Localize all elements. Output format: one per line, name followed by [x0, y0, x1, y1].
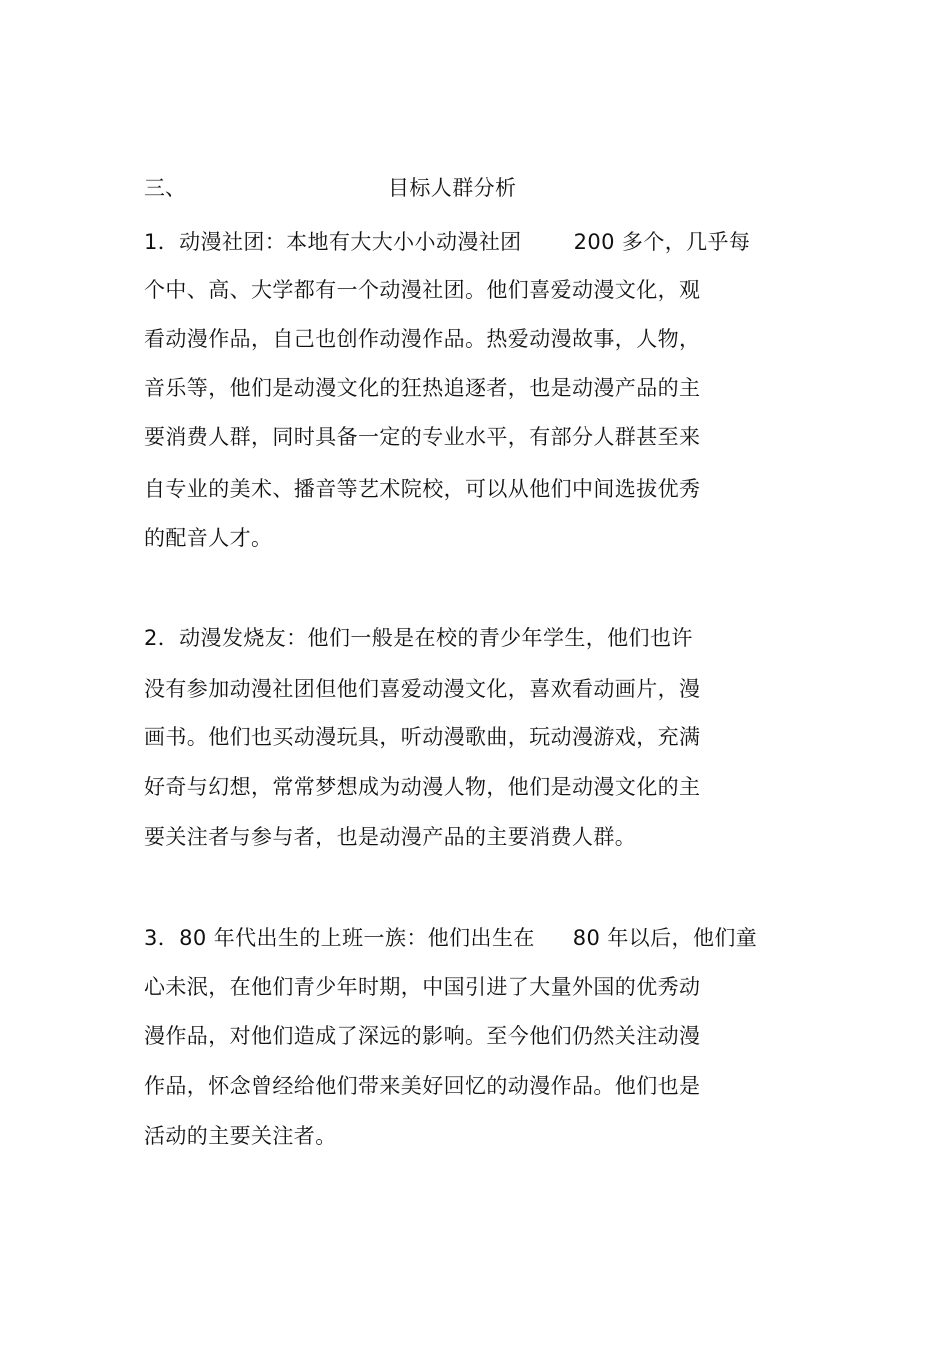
paragraph-2-line-4: 好奇与幻想，常常梦想成为动漫人物，他们是动漫文化的主: [144, 775, 701, 799]
paragraph-1-line-5: 要消费人群，同时具备一定的专业水平，有部分人群甚至来: [144, 425, 701, 449]
paragraph-3-line-3: 漫作品，对他们造成了深远的影响。至今他们仍然关注动漫: [144, 1024, 701, 1048]
paragraph-1-line-1-text: 1．动漫社团：本地有大大小小动漫社团: [144, 230, 522, 254]
paragraph-3-line-5: 活动的主要关注者。: [144, 1124, 337, 1148]
section-title: 目标人群分析: [388, 176, 517, 200]
paragraph-2-line-5: 要关注者与参与者，也是动漫产品的主要消费人群。: [144, 825, 637, 849]
paragraph-1-line-1: [144, 227, 750, 257]
paragraph-1-line-1-tail: 200 多个，几乎每: [573, 230, 751, 254]
paragraph-2-line-3: 画书。他们也买动漫玩具，听动漫歌曲，玩动漫游戏，充满: [144, 725, 701, 749]
paragraph-2-line-1: 2．动漫发烧友：他们一般是在校的青少年学生，他们也许: [144, 626, 693, 650]
paragraph-1-line-6: 自专业的美术、播音等艺术院校，可以从他们中间选拔优秀: [144, 477, 701, 501]
paragraph-3-line-1-text: 3．80 年代出生的上班一族：他们出生在: [144, 926, 535, 950]
paragraph-3-line-2: 心未泯，在他们青少年时期，中国引进了大量外国的优秀动: [144, 975, 701, 999]
paragraph-1-line-7: 的配音人才。: [144, 526, 273, 550]
paragraph-2-line-2: 没有参加动漫社团但他们喜爱动漫文化，喜欢看动画片，漫: [144, 677, 701, 701]
paragraph-3-line-1: [144, 923, 757, 953]
paragraph-3-line-4: 作品，怀念曾经给他们带来美好回忆的动漫作品。他们也是: [144, 1074, 701, 1098]
paragraph-3-line-1-tail: 80 年以后，他们童: [572, 926, 758, 950]
paragraph-1-line-3: 看动漫作品，自己也创作动漫作品。热爱动漫故事，人物，: [144, 327, 701, 351]
section-number: 三、: [144, 176, 186, 200]
paragraph-1-line-2: 个中、高、大学都有一个动漫社团。他们喜爱动漫文化，观: [144, 278, 701, 302]
paragraph-1-line-4: 音乐等，他们是动漫文化的狂热追逐者，也是动漫产品的主: [144, 376, 701, 400]
